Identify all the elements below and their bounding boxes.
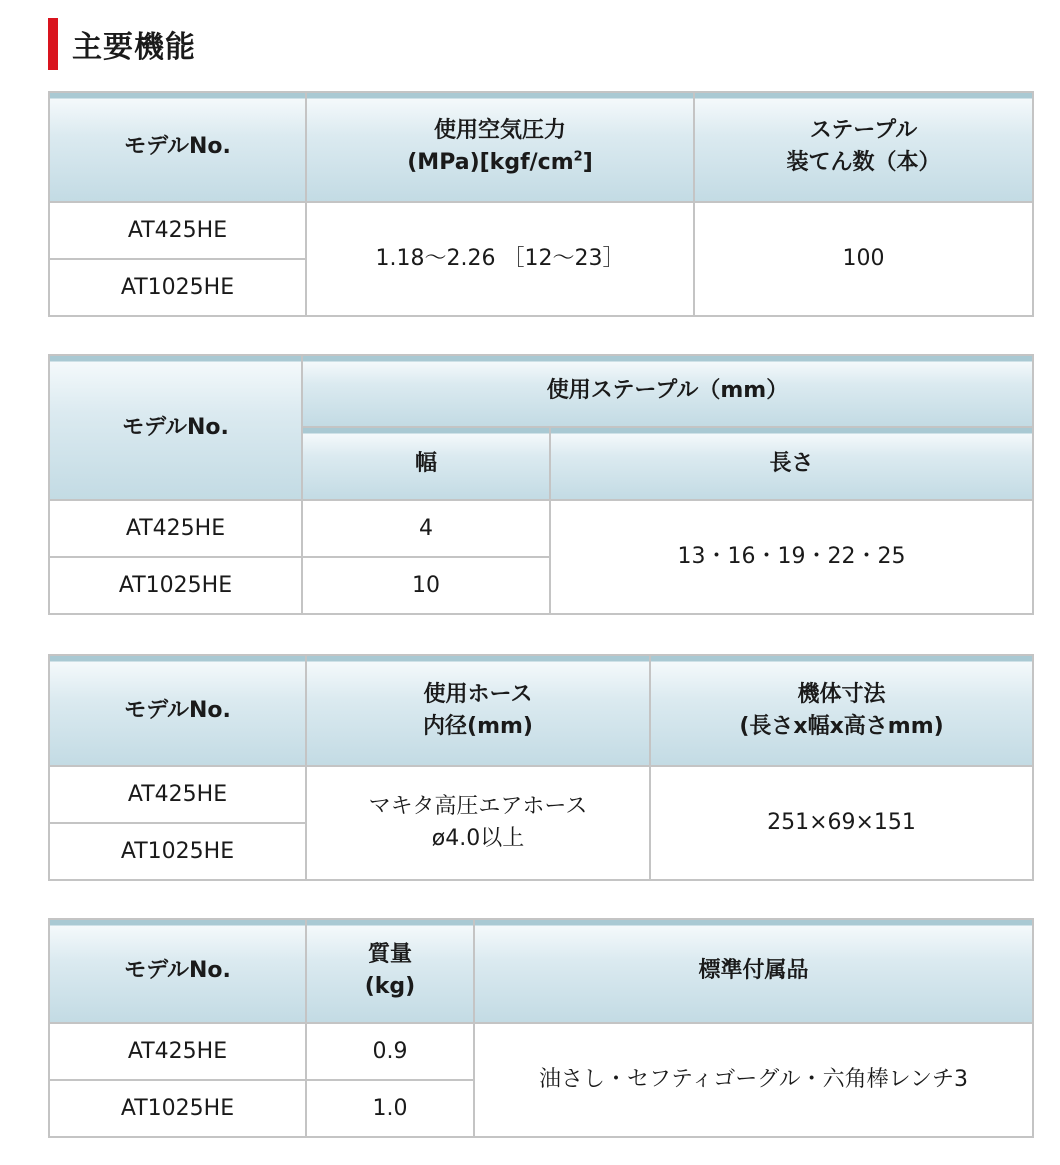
cell-model: AT1025HE xyxy=(49,823,306,880)
header-model: モデルNo. xyxy=(49,92,306,202)
table-row xyxy=(49,202,1033,259)
cell-staple-capacity: 100 xyxy=(694,202,1033,316)
cell-accessories: 油さし・セフティゴーグル・六角棒レンチ3 xyxy=(474,1023,1033,1137)
header-staple-capacity: ステープル 装てん数（本） xyxy=(694,92,1033,202)
header-accessories: 標準付属品 xyxy=(474,919,1033,1023)
table-row xyxy=(49,1023,1033,1080)
cell-width: 10 xyxy=(302,557,550,614)
spec-table-pressure xyxy=(48,91,1034,317)
cell-width: 4 xyxy=(302,500,550,557)
section-title xyxy=(48,18,196,70)
table-row xyxy=(49,500,1033,557)
cell-weight: 0.9 xyxy=(306,1023,474,1080)
table-header-row xyxy=(49,919,1033,1023)
header-model: モデルNo. xyxy=(49,919,306,1023)
header-hose: 使用ホース 内径(mm) xyxy=(306,655,650,766)
header-air-pressure: 使用空気圧力 $(MPa)[kgf/cm^2]$ xyxy=(306,92,694,202)
table-header-row xyxy=(49,655,1033,766)
spec-table-weight xyxy=(48,918,1034,1138)
spec-table-staple xyxy=(48,354,1034,615)
cell-model: AT425HE xyxy=(49,766,306,823)
cell-length: 13・16・19・22・25 xyxy=(550,500,1033,614)
cell-air-pressure: 1.18～2.26 ［12～23］ xyxy=(306,202,694,316)
spec-table-hose xyxy=(48,654,1034,881)
table-header-row xyxy=(49,92,1033,202)
cell-model: AT1025HE xyxy=(49,259,306,316)
table-header-row xyxy=(49,355,1033,427)
cell-model: AT425HE xyxy=(49,202,306,259)
cell-weight: 1.0 xyxy=(306,1080,474,1137)
header-staple: 使用ステープル（mm） xyxy=(302,355,1033,427)
cell-model: AT425HE xyxy=(49,1023,306,1080)
cell-model: AT1025HE xyxy=(49,557,302,614)
cell-hose: マキタ高圧エアホース ø4.0以上 xyxy=(306,766,650,880)
header-dimensions: 機体寸法 (長さx幅x高さmm) xyxy=(650,655,1033,766)
table-row xyxy=(49,766,1033,823)
title-accent-bar xyxy=(48,18,58,70)
header-length: 長さ xyxy=(550,427,1033,500)
cell-model: AT1025HE xyxy=(49,1080,306,1137)
header-model: モデルNo. xyxy=(49,355,302,500)
header-width: 幅 xyxy=(302,427,550,500)
header-model: モデルNo. xyxy=(49,655,306,766)
cell-model: AT425HE xyxy=(49,500,302,557)
page-title: 主要機能 xyxy=(72,30,196,65)
cell-dimensions: 251×69×151 xyxy=(650,766,1033,880)
header-weight: 質量 (kg) xyxy=(306,919,474,1023)
